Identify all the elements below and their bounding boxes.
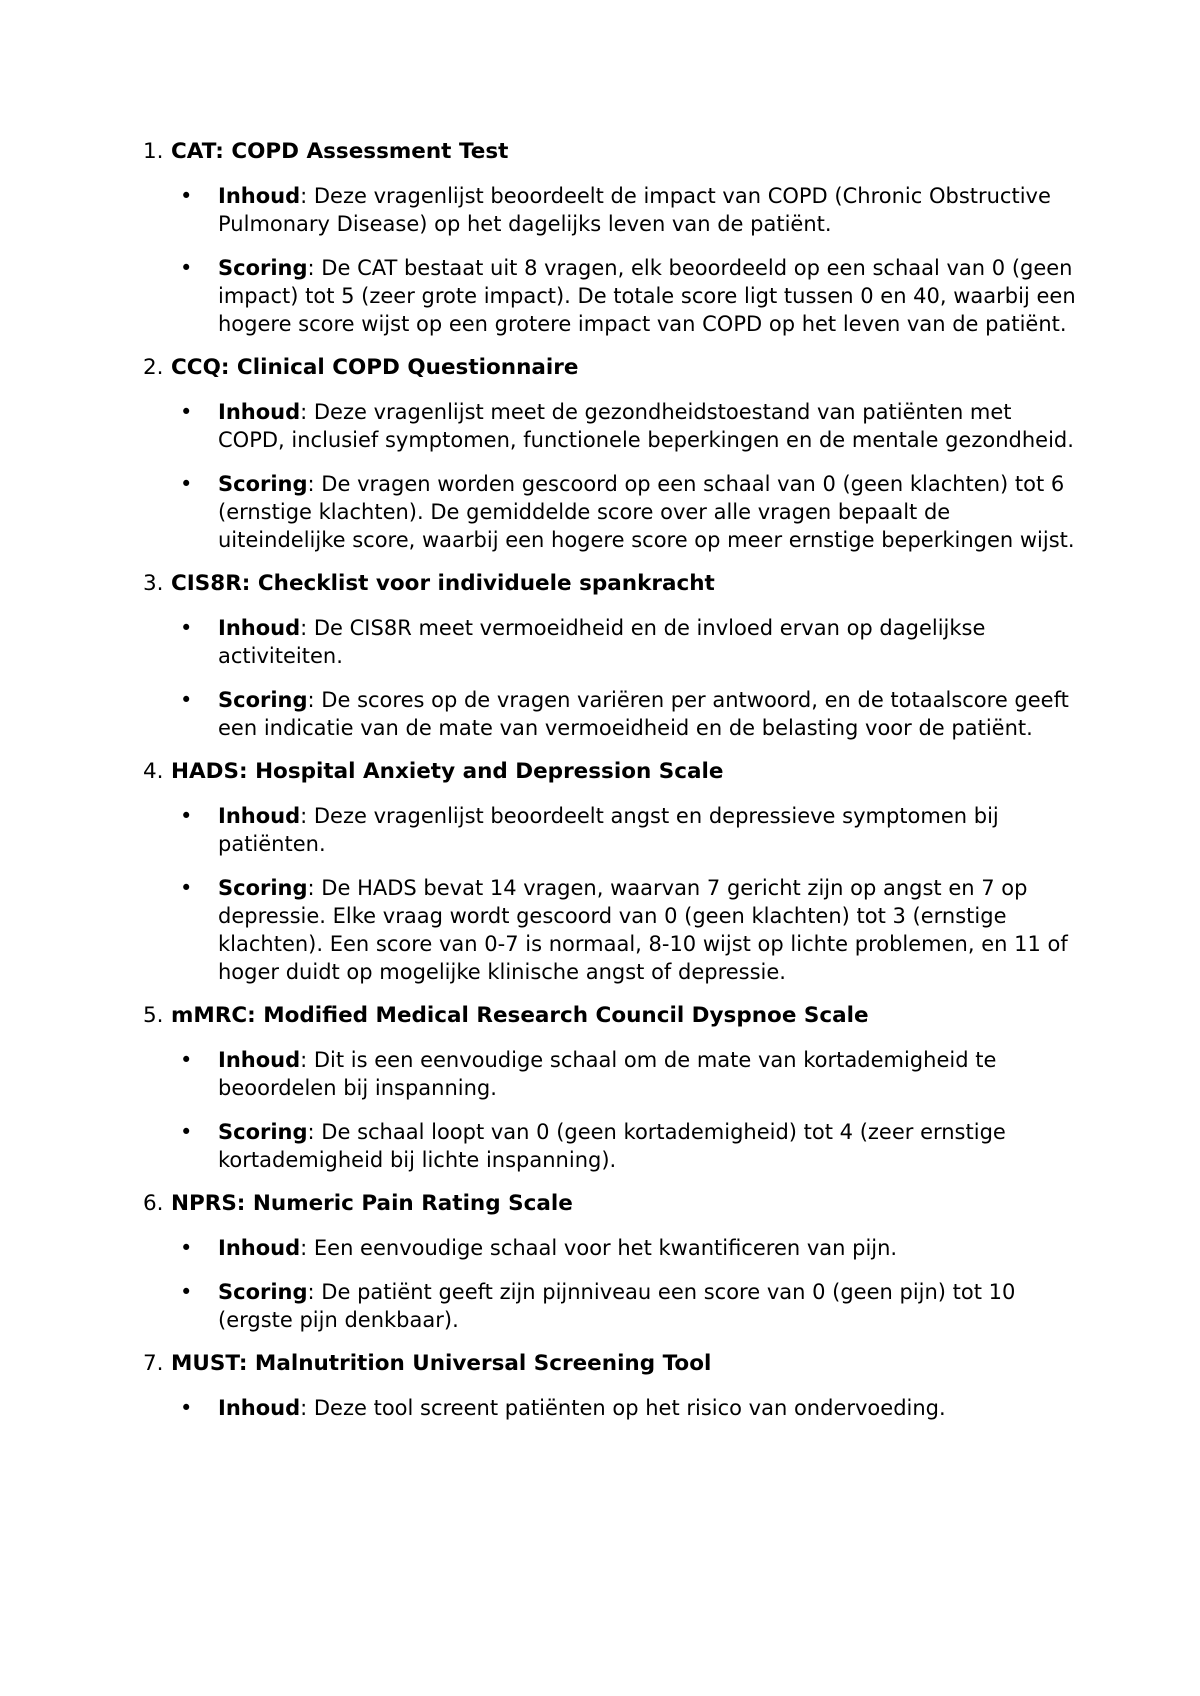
section-2 (143, 354, 1083, 554)
section-4 (143, 758, 1083, 986)
list-item (143, 470, 1083, 554)
item-text: : De vragen worden gescoord op een schaal van 0 (geen klachten) tot 6 (ernstige klachten). De gemiddelde score over alle vragen bepaalt de uiteindelijke score, waarbij een hogere score op meer ernstige beperkingen wijst. (218, 472, 1075, 552)
item-text: : De schaal loopt van 0 (geen kortademigheid) tot 4 (zeer ernstige kortademigheid bij lichte inspanning). (218, 1120, 1006, 1172)
item-term: Scoring (218, 256, 308, 280)
section-6 (143, 1190, 1083, 1334)
bullet-list (143, 182, 1083, 338)
section-title: MUST: Malnutrition Universal Screening Tool (171, 1351, 712, 1376)
item-text: : De patiënt geeft zijn pijnniveau een score van 0 (geen pijn) tot 10 (ergste pijn denkbaar). (218, 1280, 1016, 1332)
bullet-icon: • (180, 400, 193, 424)
section-number: 6. (143, 1191, 164, 1216)
item-text: : Een eenvoudige schaal voor het kwantificeren van pijn. (300, 1236, 898, 1260)
document-content (143, 138, 1083, 1438)
section-heading (143, 1190, 1083, 1218)
section-7 (143, 1350, 1083, 1422)
bullet-list (143, 1046, 1083, 1174)
list-item (143, 686, 1083, 742)
section-title: CIS8R: Checklist voor individuele spankracht (171, 571, 715, 596)
section-title: NPRS: Numeric Pain Rating Scale (171, 1191, 573, 1216)
section-number: 3. (143, 571, 164, 596)
bullet-list (143, 802, 1083, 986)
section-heading (143, 1350, 1083, 1378)
bullet-list (143, 398, 1083, 554)
item-term: Scoring (218, 688, 308, 712)
item-text: : De CAT bestaat uit 8 vragen, elk beoordeeld op een schaal van 0 (geen impact) tot 5 (zeer grote impact). De totale score ligt tussen 0 en 40, waarbij een hogere score wijst op een grotere impact van COPD op het leven van de patiënt. (218, 256, 1076, 336)
bullet-icon: • (180, 616, 193, 640)
section-title: HADS: Hospital Anxiety and Depression Scale (171, 759, 724, 784)
bullet-icon: • (180, 1280, 193, 1304)
list-item (143, 614, 1083, 670)
bullet-icon: • (180, 1396, 193, 1420)
section-5 (143, 1002, 1083, 1174)
section-heading (143, 758, 1083, 786)
list-item (143, 1278, 1083, 1334)
item-text: : Dit is een eenvoudige schaal om de mate van kortademigheid te beoordelen bij inspanning. (218, 1048, 997, 1100)
section-heading (143, 138, 1083, 166)
bullet-icon: • (180, 804, 193, 828)
bullet-icon: • (180, 1120, 193, 1144)
item-term: Inhoud (218, 616, 301, 640)
item-text: : Deze vragenlijst beoordeelt angst en depressieve symptomen bij patiënten. (218, 804, 999, 856)
bullet-icon: • (180, 1048, 193, 1072)
list-item (143, 398, 1083, 454)
list-item (143, 874, 1083, 986)
bullet-icon: • (180, 184, 193, 208)
item-term: Inhoud (218, 804, 301, 828)
list-item (143, 1394, 1083, 1422)
item-term: Scoring (218, 1120, 308, 1144)
section-number: 5. (143, 1003, 164, 1028)
section-number: 1. (143, 139, 164, 164)
item-term: Scoring (218, 1280, 308, 1304)
item-text: : De HADS bevat 14 vragen, waarvan 7 gericht zijn op angst en 7 op depressie. Elke vraag wordt gescoord van 0 (geen klachten) tot 3 (ernstige klachten). Een score van 0-7 is normaal, 8-10 wijst op lichte problemen, en 11 of hoger duidt op mogelijke klinische angst of depressie. (218, 876, 1068, 984)
section-heading (143, 1002, 1083, 1030)
list-item (143, 182, 1083, 238)
item-text: : Deze vragenlijst meet de gezondheidstoestand van patiënten met COPD, inclusief symptomen, functionele beperkingen en de mentale gezondheid. (218, 400, 1074, 452)
item-term: Scoring (218, 472, 308, 496)
bullet-icon: • (180, 1236, 193, 1260)
list-item (143, 1046, 1083, 1102)
item-term: Inhoud (218, 1048, 301, 1072)
item-text: : Deze vragenlijst beoordeelt de impact van COPD (Chronic Obstructive Pulmonary Disease) op het dagelijks leven van de patiënt. (218, 184, 1051, 236)
bullet-list (143, 1394, 1083, 1422)
item-term: Inhoud (218, 400, 301, 424)
section-title: CAT: COPD Assessment Test (171, 139, 509, 164)
list-item (143, 802, 1083, 858)
list-item (143, 1118, 1083, 1174)
list-item (143, 254, 1083, 338)
item-term: Inhoud (218, 1236, 301, 1260)
bullet-list (143, 1234, 1083, 1334)
bullet-list (143, 614, 1083, 742)
item-term: Inhoud (218, 184, 301, 208)
item-text: : De CIS8R meet vermoeidheid en de invloed ervan op dagelijkse activiteiten. (218, 616, 986, 668)
section-title: mMRC: Modified Medical Research Council Dyspnoe Scale (171, 1003, 869, 1028)
bullet-icon: • (180, 688, 193, 712)
bullet-icon: • (180, 256, 193, 280)
item-term: Scoring (218, 876, 308, 900)
bullet-icon: • (180, 472, 193, 496)
section-number: 4. (143, 759, 164, 784)
section-title: CCQ: Clinical COPD Questionnaire (171, 355, 579, 380)
item-text: : De scores op de vragen variëren per antwoord, en de totaalscore geeft een indicatie van de mate van vermoeidheid en de belasting voor de patiënt. (218, 688, 1069, 740)
section-1 (143, 138, 1083, 338)
item-term: Inhoud (218, 1396, 301, 1420)
section-heading (143, 354, 1083, 382)
section-3 (143, 570, 1083, 742)
list-item (143, 1234, 1083, 1262)
bullet-icon: • (180, 876, 193, 900)
section-heading (143, 570, 1083, 598)
section-number: 7. (143, 1351, 164, 1376)
section-number: 2. (143, 355, 164, 380)
item-text: : Deze tool screent patiënten op het risico van ondervoeding. (300, 1396, 946, 1420)
